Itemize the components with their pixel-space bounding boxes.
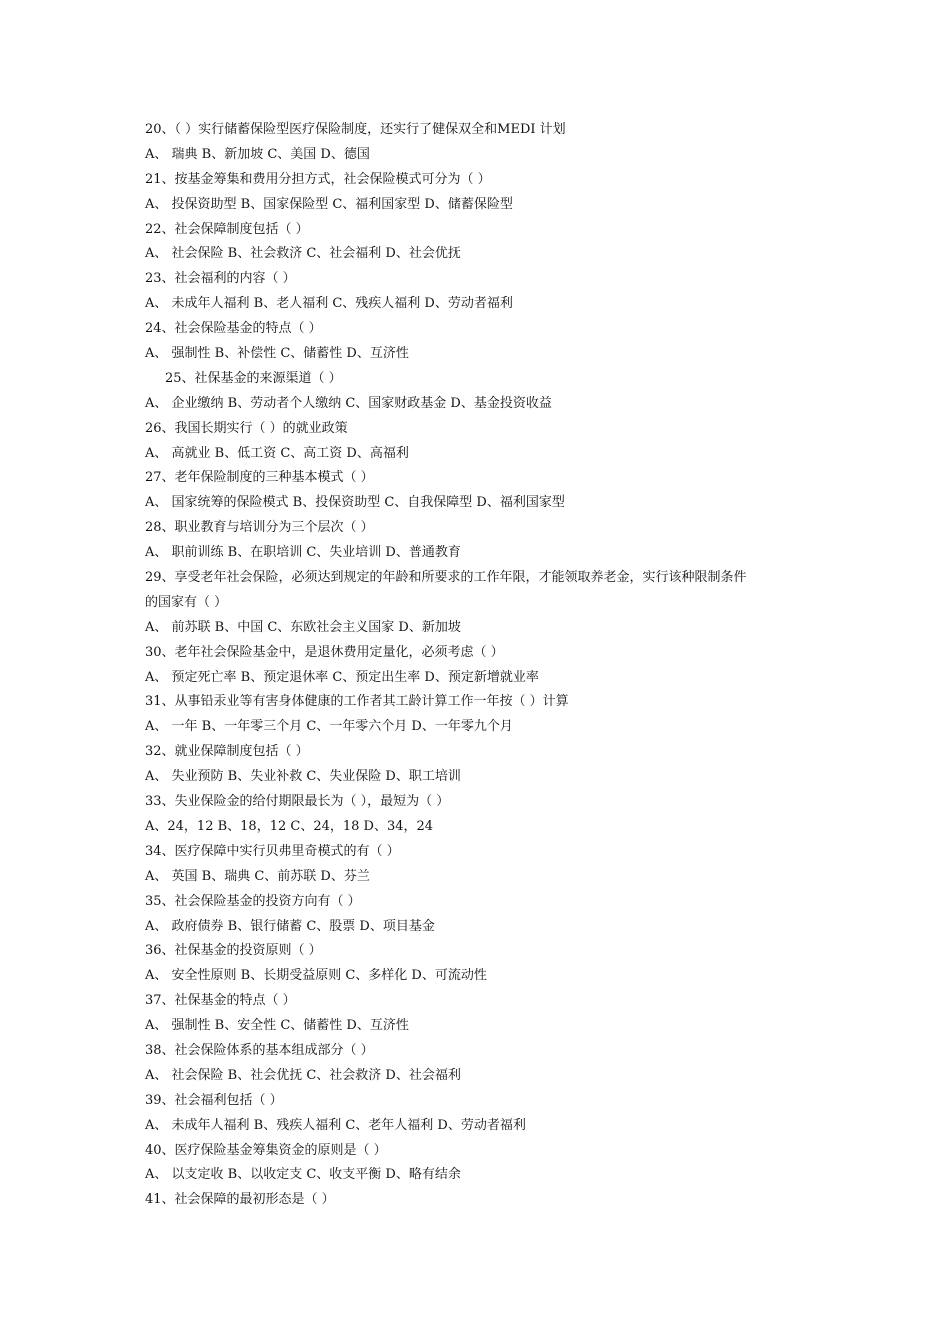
- answer-options: A、 政府债券 B、银行储蓄 C、股票 D、项目基金: [145, 918, 435, 934]
- question-line: 22、社会保障制度包括（ ）: [145, 221, 309, 237]
- answer-options: A、 强制性 B、补偿性 C、储蓄性 D、互济性: [145, 346, 409, 362]
- question-line: 24、社会保险基金的特点（ ）: [145, 321, 322, 337]
- answer-options: A、 国家统筹的保险模式 B、投保资助型 C、自我保障型 D、福利国家型: [145, 495, 565, 511]
- answer-options: A、 英国 B、瑞典 C、前苏联 D、芬兰: [145, 868, 370, 884]
- question-line: 38、社会保险体系的基本组成部分（ ）: [145, 1042, 374, 1058]
- answer-options: A、 未成年人福利 B、残疾人福利 C、老年人福利 D、劳动者福利: [145, 1117, 526, 1133]
- question-line: 39、社会福利包括（ ）: [145, 1092, 283, 1108]
- question-line: 41、社会保障的最初形态是（ ）: [145, 1192, 335, 1208]
- question-line: 27、老年保险制度的三种基本模式（ ）: [145, 470, 374, 486]
- answer-options: A、 瑞典 B、新加坡 C、美国 D、德国: [145, 146, 370, 162]
- question-line: 20、（ ）实行储蓄保险型医疗保险制度，还实行了健保双全和MEDI 计划: [145, 122, 566, 137]
- answer-options: A、 以支定收 B、以收定支 C、收支平衡 D、略有结余: [145, 1167, 461, 1183]
- question-list: [145, 118, 825, 1213]
- question-line: 21、按基金筹集和费用分担方式，社会保险模式可分为（ ）: [145, 171, 491, 187]
- question-line: 30、老年社会保险基金中，是退休费用定量化，必须考虑（ ）: [145, 644, 504, 660]
- question-line: 29、享受老年社会保险，必须达到规定的年龄和所要求的工作年限，才能领取养老金，实行该种限制条件: [145, 570, 747, 586]
- answer-options: A、 投保资助型 B、国家保险型 C、福利国家型 D、储蓄保险型: [145, 196, 513, 212]
- question-line: 36、社保基金的投资原则（ ）: [145, 943, 322, 959]
- question-line: 25、社保基金的来源渠道（ ）: [165, 370, 342, 386]
- question-line: 40、医疗保险基金筹集资金的原则是（ ）: [145, 1142, 387, 1158]
- question-line: 34、医疗保障中实行贝弗里奇模式的有（ ）: [145, 843, 400, 859]
- question-line: 33、失业保险金的给付期限最长为（ ），最短为（ ）: [145, 794, 450, 810]
- question-line: 35、社会保险基金的投资方向有（ ）: [145, 893, 361, 909]
- question-line: 31、从事铅汞业等有害身体健康的工作者其工龄计算工作一年按（ ）计算: [145, 694, 569, 710]
- answer-options: A、 企业缴纳 B、劳动者个人缴纳 C、国家财政基金 D、基金投资收益: [145, 395, 552, 411]
- question-line: 37、社保基金的特点（ ）: [145, 993, 296, 1009]
- answer-options: A、 未成年人福利 B、老人福利 C、残疾人福利 D、劳动者福利: [145, 296, 513, 312]
- answer-options: A、 预定死亡率 B、预定退休率 C、预定出生率 D、预定新增就业率: [145, 669, 539, 685]
- answer-options: A、 职前训练 B、在职培训 C、失业培训 D、普通教育: [145, 545, 461, 561]
- answer-options: A、 前苏联 B、中国 C、东欧社会主义国家 D、新加坡: [145, 619, 461, 635]
- answer-options: A、 社会保险 B、社会优抚 C、社会救济 D、社会福利: [145, 1067, 461, 1083]
- question-line: 28、职业教育与培训分为三个层次（ ）: [145, 520, 374, 536]
- question-line-continuation: 的国家有（ ）: [145, 594, 228, 610]
- answer-options: A、 安全性原则 B、长期受益原则 C、多样化 D、可流动性: [145, 968, 487, 984]
- answer-options: A、24，12 B、18，12 C、24，18 D、34，24: [145, 818, 434, 834]
- answer-options: A、 高就业 B、低工资 C、高工资 D、高福利: [145, 445, 409, 461]
- answer-options: A、 失业预防 B、失业补救 C、失业保险 D、职工培训: [145, 769, 461, 785]
- answer-options: A、 社会保险 B、社会救济 C、社会福利 D、社会优抚: [145, 246, 461, 262]
- question-line: 26、我国长期实行（ ）的就业政策: [145, 420, 348, 436]
- answer-options: A、 一年 B、一年零三个月 C、一年零六个月 D、一年零九个月: [145, 719, 513, 735]
- question-line: 23、社会福利的内容（ ）: [145, 271, 296, 287]
- question-line: 32、就业保障制度包括（ ）: [145, 744, 309, 760]
- answer-options: A、 强制性 B、安全性 C、储蓄性 D、互济性: [145, 1018, 409, 1034]
